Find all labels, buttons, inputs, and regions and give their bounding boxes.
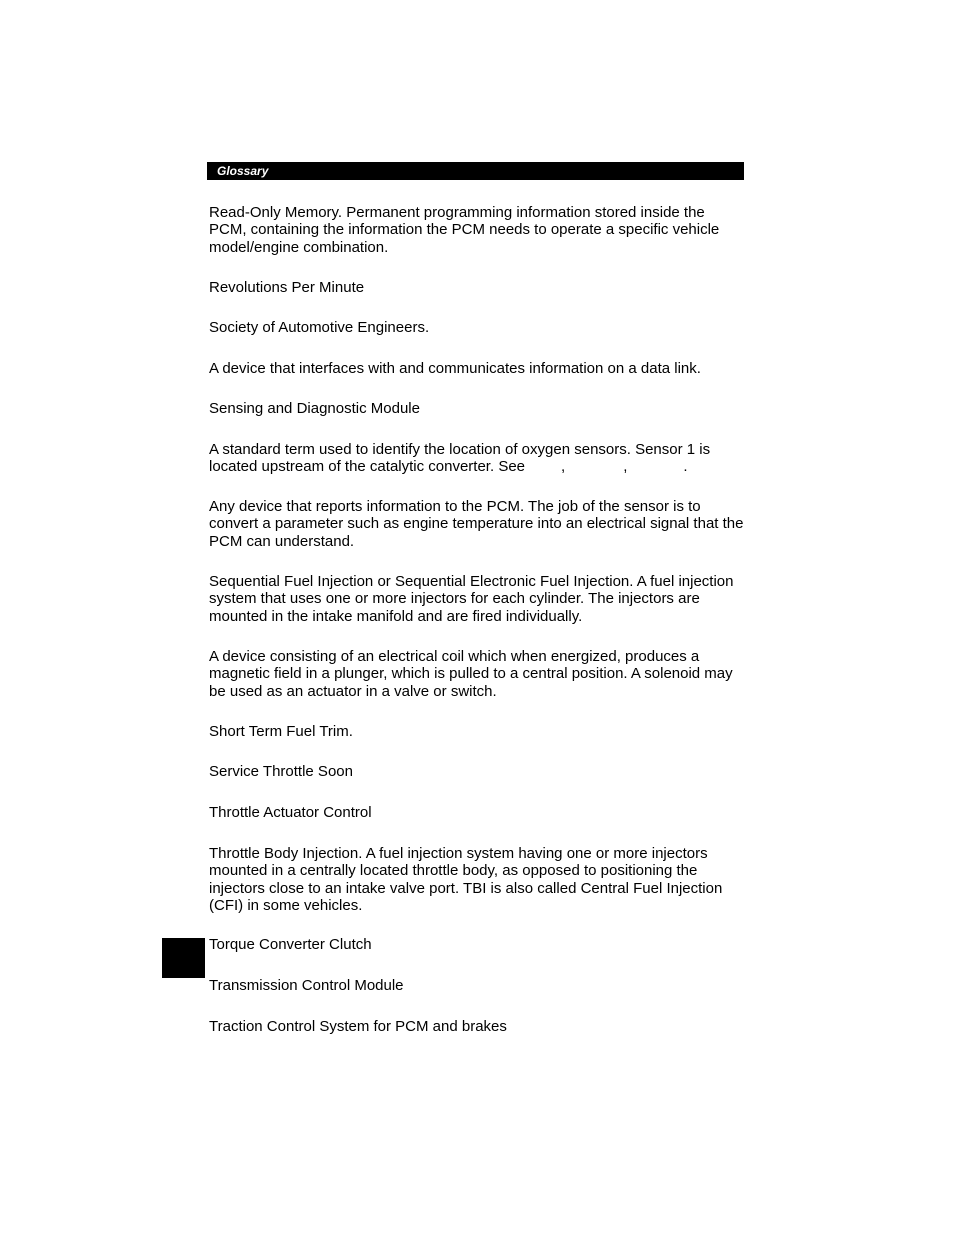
glossary-entry-sdm: Sensing and Diagnostic Module xyxy=(209,400,420,417)
glossary-entry-tcs: Traction Control System for PCM and brakes xyxy=(209,1018,507,1035)
sensor-location-text: A standard term used to identify the location of oxygen sensors. Sensor 1 is located upstream of the catalytic converter. See xyxy=(209,441,711,476)
chapter-tab-marker xyxy=(162,938,205,978)
glossary-entry-stft: Short Term Fuel Trim. xyxy=(209,723,353,740)
glossary-entry-tbi: Throttle Body Injection. A fuel injection system having one or more injectors mounted in a centrally located throttle body, as opposed to positioning the injectors close to an intake valve port. TBI is also called Central Fuel Injection (CFI) in some vehicles. xyxy=(209,845,723,915)
glossary-entry-sfi: Sequential Fuel Injection or Sequential Electronic Fuel Injection. A fuel injection system that uses one or more injectors for each cylinder. The injectors are mounted in the intake manifold and are fired individually. xyxy=(209,573,734,625)
glossary-header-bar xyxy=(207,162,744,180)
glossary-entry-tcm: Transmission Control Module xyxy=(209,977,404,994)
glossary-entry-sts: Service Throttle Soon xyxy=(209,763,353,780)
section-title: Glossary xyxy=(217,164,269,178)
glossary-entry-sensor-location xyxy=(209,441,744,476)
reference-separator: , xyxy=(623,458,628,476)
glossary-entry-tcc: Torque Converter Clutch xyxy=(209,936,372,953)
glossary-entry-sensor: Any device that reports information to the PCM. The job of the sensor is to convert a parameter such as engine temperature into an electrical signal that the PCM can understand. xyxy=(209,498,744,550)
glossary-entry-scan-tool: A device that interfaces with and communicates information on a data link. xyxy=(209,360,701,377)
glossary-entry-solenoid: A device consisting of an electrical coil which when energized, produces a magnetic field in a plunger, which is pulled to a central position. A solenoid may be used as an actuator in a valve or switch. xyxy=(209,648,733,700)
reference-separator: , xyxy=(561,458,566,476)
glossary-entry-rpm: Revolutions Per Minute xyxy=(209,279,365,296)
reference-end: . xyxy=(683,458,688,476)
glossary-entry-sae: Society of Automotive Engineers. xyxy=(209,319,430,336)
glossary-entry-rom: Read-Only Memory. Permanent programming information stored inside the PCM, containing the information the PCM needs to operate a specific vehicle model/engine combination. xyxy=(209,204,720,256)
glossary-entry-tac: Throttle Actuator Control xyxy=(209,804,372,821)
